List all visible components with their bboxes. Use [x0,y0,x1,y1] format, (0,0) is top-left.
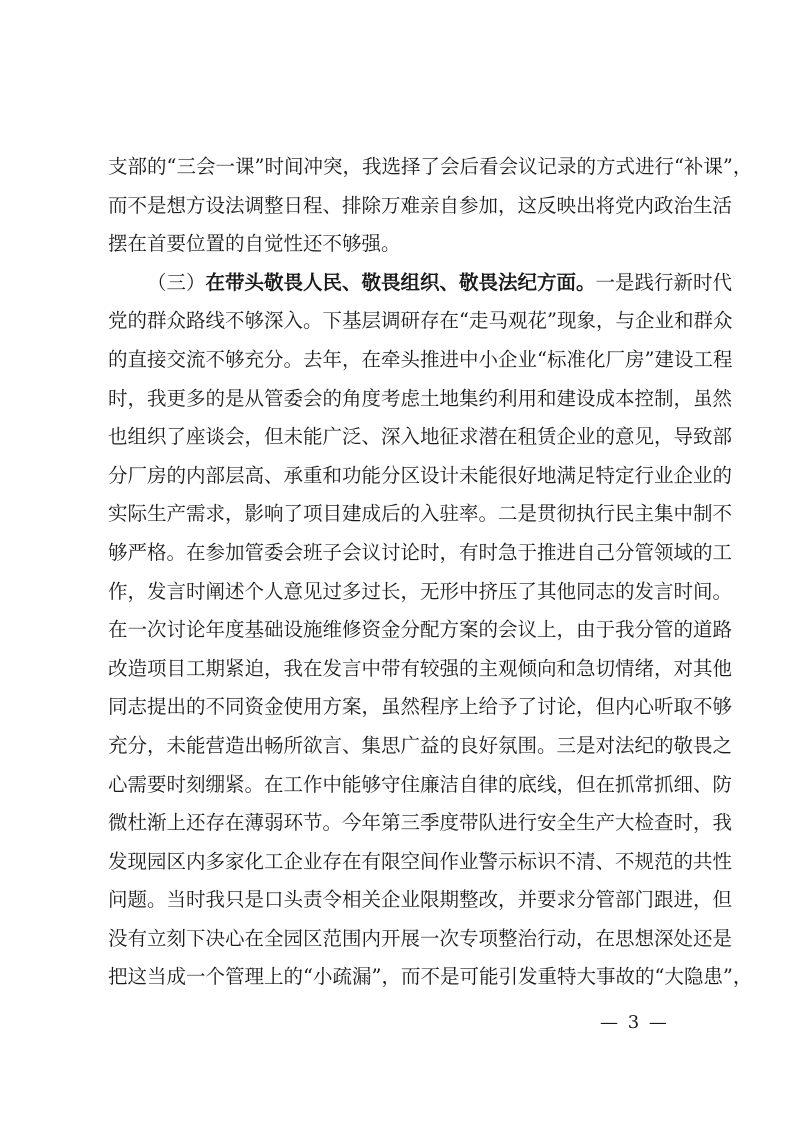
text-segment: 没有立刻下决心在全园区范围内开展一次专项整治行动，在思想深处还是 [108,926,733,950]
text-segment: 发现园区内多家化工企业存在有限空间作业警示标识不清、不规范的共性 [108,849,733,873]
text-line [108,766,733,805]
text-segment: 心需要时刻绷紧。在工作中能够守住廉洁自律的底线，但在抓常抓细、防 [108,772,733,796]
text-line [108,688,733,727]
text-segment: 一是践行新时代 [595,270,733,294]
text-segment: 而不是想方设法调整日程、排除万难亲自参加，这反映出将党内政治生活 [108,193,733,217]
text-segment: 够严格。在参加管委会班子会议讨论时，有时急于推进自己分管领域的工 [108,540,733,564]
text-line [108,418,733,457]
text-line [108,650,733,689]
bold-text-segment: 在带头敬畏人民、敬畏组织、敬畏法纪方面。 [205,270,596,294]
text-line [108,920,733,959]
text-line [108,804,733,843]
text-line [108,341,733,380]
text-line [108,225,688,264]
text-segment: 支部的“三会一课”时间冲突，我选择了会后看会议记录的方式进行“补课”， [108,155,753,178]
text-line [108,380,733,419]
text-segment: 充分，未能营造出畅所欲言、集思广益的良好氛围。三是对法纪的敬畏之 [108,733,733,757]
text-line [108,148,753,187]
text-line [108,187,733,226]
text-segment: （三） [147,270,206,294]
text-line [108,495,733,534]
text-segment: 也组织了座谈会，但未能广泛、深入地征求潜在租赁企业的意见，导致部 [108,425,733,449]
text-segment: 实际生产需求，影响了项目建成后的入驻率。二是贯彻执行民主集中制不 [108,502,733,526]
text-line [108,264,733,303]
text-line [108,534,733,573]
text-line [108,727,733,766]
text-line [108,611,733,650]
text-segment: 微杜渐上还存在薄弱环节。今年第三季度带队进行安全生产大检查时，我 [108,811,733,835]
body-text [108,148,753,997]
text-segment: 分厂房的内部层高、承重和功能分区设计未能很好地满足特定行业企业的 [108,463,733,487]
text-segment: 问题。当时我只是口头责令相关企业限期整改，并要求分管部门跟进，但 [108,888,733,912]
text-segment: 改造项目工期紧迫，我在发言中带有较强的主观倾向和急切情绪，对其他 [108,656,733,680]
text-line [108,302,733,341]
text-segment: 作，发言时阐述个人意见过多过长，无形中挤压了其他同志的发言时间。 [108,579,733,603]
text-line [108,843,733,882]
text-segment: 摆在首要位置的自觉性还不够强。 [108,232,401,256]
text-segment: 的直接交流不够充分。去年，在牵头推进中小企业“标准化厂房”建设工程 [108,347,733,371]
text-line [108,881,733,920]
text-segment: 党的群众路线不够深入。下基层调研存在“走马观花”现象，与企业和群众 [108,309,733,333]
text-line [108,958,753,997]
text-segment: 同志提出的不同资金使用方案，虽然程序上给予了讨论，但内心听取不够 [108,695,733,719]
text-segment: 把这当成一个管理上的“小疏漏”，而不是可能引发重特大事故的“大隐患”， [108,965,753,989]
page-number: — 3 — [600,1012,669,1033]
text-segment: 时，我更多的是从管委会的角度考虑土地集约利用和建设成本控制，虽然 [108,386,733,410]
text-line [108,457,733,496]
text-line [108,573,733,612]
text-segment: 在一次讨论年度基础设施维修资金分配方案的会议上，由于我分管的道路 [108,618,733,642]
